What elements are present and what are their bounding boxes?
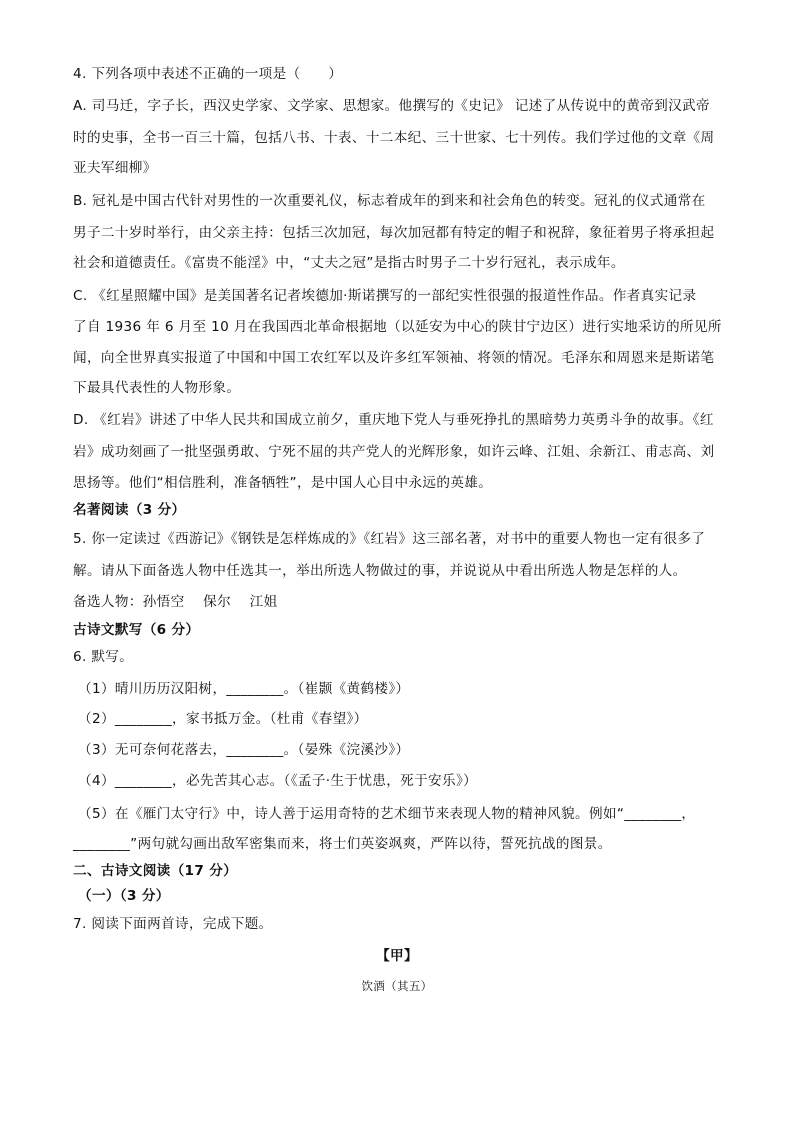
- option-a-line-2: 时的史事，全书一百三十篇，包括八书、十表、十二本纪、三十世家、七十列传。我们学过他的文章《周: [73, 130, 715, 146]
- dictation-item-1: （1）晴川历历汉阳树，________。（崔颢《黄鹤楼》）: [78, 681, 410, 697]
- question-6-stem: 6. 默写。: [73, 649, 134, 665]
- section-classics-heading: 名著阅读（3 分）: [73, 502, 186, 518]
- dictation-item-4: （4）________，必先苦其心志。（《孟子·生于忧患，死于安乐》）: [78, 773, 478, 789]
- question-7-stem: 7. 阅读下面两首诗，完成下题。: [73, 916, 273, 932]
- dictation-item-2: （2）________，家书抵万金。（杜甫《春望》）: [78, 711, 368, 727]
- option-a-line-3: 亚夫军细柳》: [73, 160, 157, 176]
- poem-title: 饮酒（其五）: [361, 979, 433, 993]
- option-b-line-2: 男子二十岁时举行，由父亲主持：包括三次加冠，每次加冠都有特定的帽子和祝辞，象征着男子将承担起: [73, 225, 715, 241]
- option-d-line-2: 岩》成功刻画了一批坚强勇敢、宁死不屈的共产党人的光辉形象，如许云峰、江姐、余新江、甫志高、刘: [73, 444, 715, 460]
- section-2-heading: 二、古诗文阅读（17 分）: [73, 863, 238, 879]
- option-c-line-3: 闻，向全世界真实报道了中国和中国工农红军以及许多红军领袖、将领的情况。毛泽东和周恩来是斯诺笔: [73, 350, 715, 366]
- option-d-line-3: 思扬等。他们“相信胜利，准备牺牲”，是中国人心目中永远的英雄。: [73, 475, 493, 491]
- subsection-1-heading: （一）（3 分）: [78, 888, 170, 904]
- candidate-characters: 备选人物：孙悟空 保尔 江姐: [73, 594, 278, 610]
- option-c-line-1: C. 《红星照耀中国》是美国著名记者埃德加·斯诺撰写的一部纪实性很强的报道性作品。作者真实记录: [73, 288, 697, 304]
- section-poems-heading: 古诗文默写（6 分）: [73, 622, 200, 638]
- option-d-line-1: D. 《红岩》讲述了中华人民共和国成立前夕，重庆地下党人与垂死挣扎的黑暗势力英勇斗争的故事。《红: [73, 412, 714, 428]
- option-a-line-1: A. 司马迁，字子长，西汉史学家、文学家、思想家。他撰写的《史记》 记述了从传说中的黄帝到汉武帝: [73, 98, 710, 114]
- option-c-line-4: 下最具代表性的人物形象。: [73, 380, 241, 396]
- question-5-line-2: 解。请从下面备选人物中任选其一，举出所选人物做过的事，并说说从中看出所选人物是怎样的人。: [73, 563, 687, 579]
- poem-tag: 【甲】: [376, 948, 418, 964]
- option-c-line-2: 了自 1936 年 6 月至 10 月在我国西北革命根据地（以延安为中心的陕甘宁边区）进行实地采访的所见所: [73, 319, 722, 335]
- question-4-stem: 4. 下列各项中表述不正确的一项是（ ）: [73, 66, 343, 82]
- dictation-item-5-line-1: （5）在《雁门太守行》中，诗人善于运用奇特的艺术细节来表现人物的精神风貌。例如“________，: [78, 806, 696, 822]
- question-5-line-1: 5. 你一定读过《西游记》《钢铁是怎样炼成的》《红岩》这三部名著，对书中的重要人物也一定有很多了: [73, 531, 706, 547]
- option-b-line-1: B. 冠礼是中国古代针对男性的一次重要礼仪，标志着成年的到来和社会角色的转变。冠礼的仪式通常在: [73, 193, 706, 209]
- option-b-line-3: 社会和道德责任。《富贵不能淫》中，“丈夫之冠”是指古时男子二十岁行冠礼，表示成年。: [73, 255, 625, 271]
- dictation-item-5-line-2: ________”两句就勾画出敌军密集而来，将士们英姿飒爽，严阵以待，誓死抗战的图景。: [73, 836, 612, 852]
- dictation-item-3: （3）无可奈何花落去，________。（晏殊《浣溪沙》）: [78, 742, 410, 758]
